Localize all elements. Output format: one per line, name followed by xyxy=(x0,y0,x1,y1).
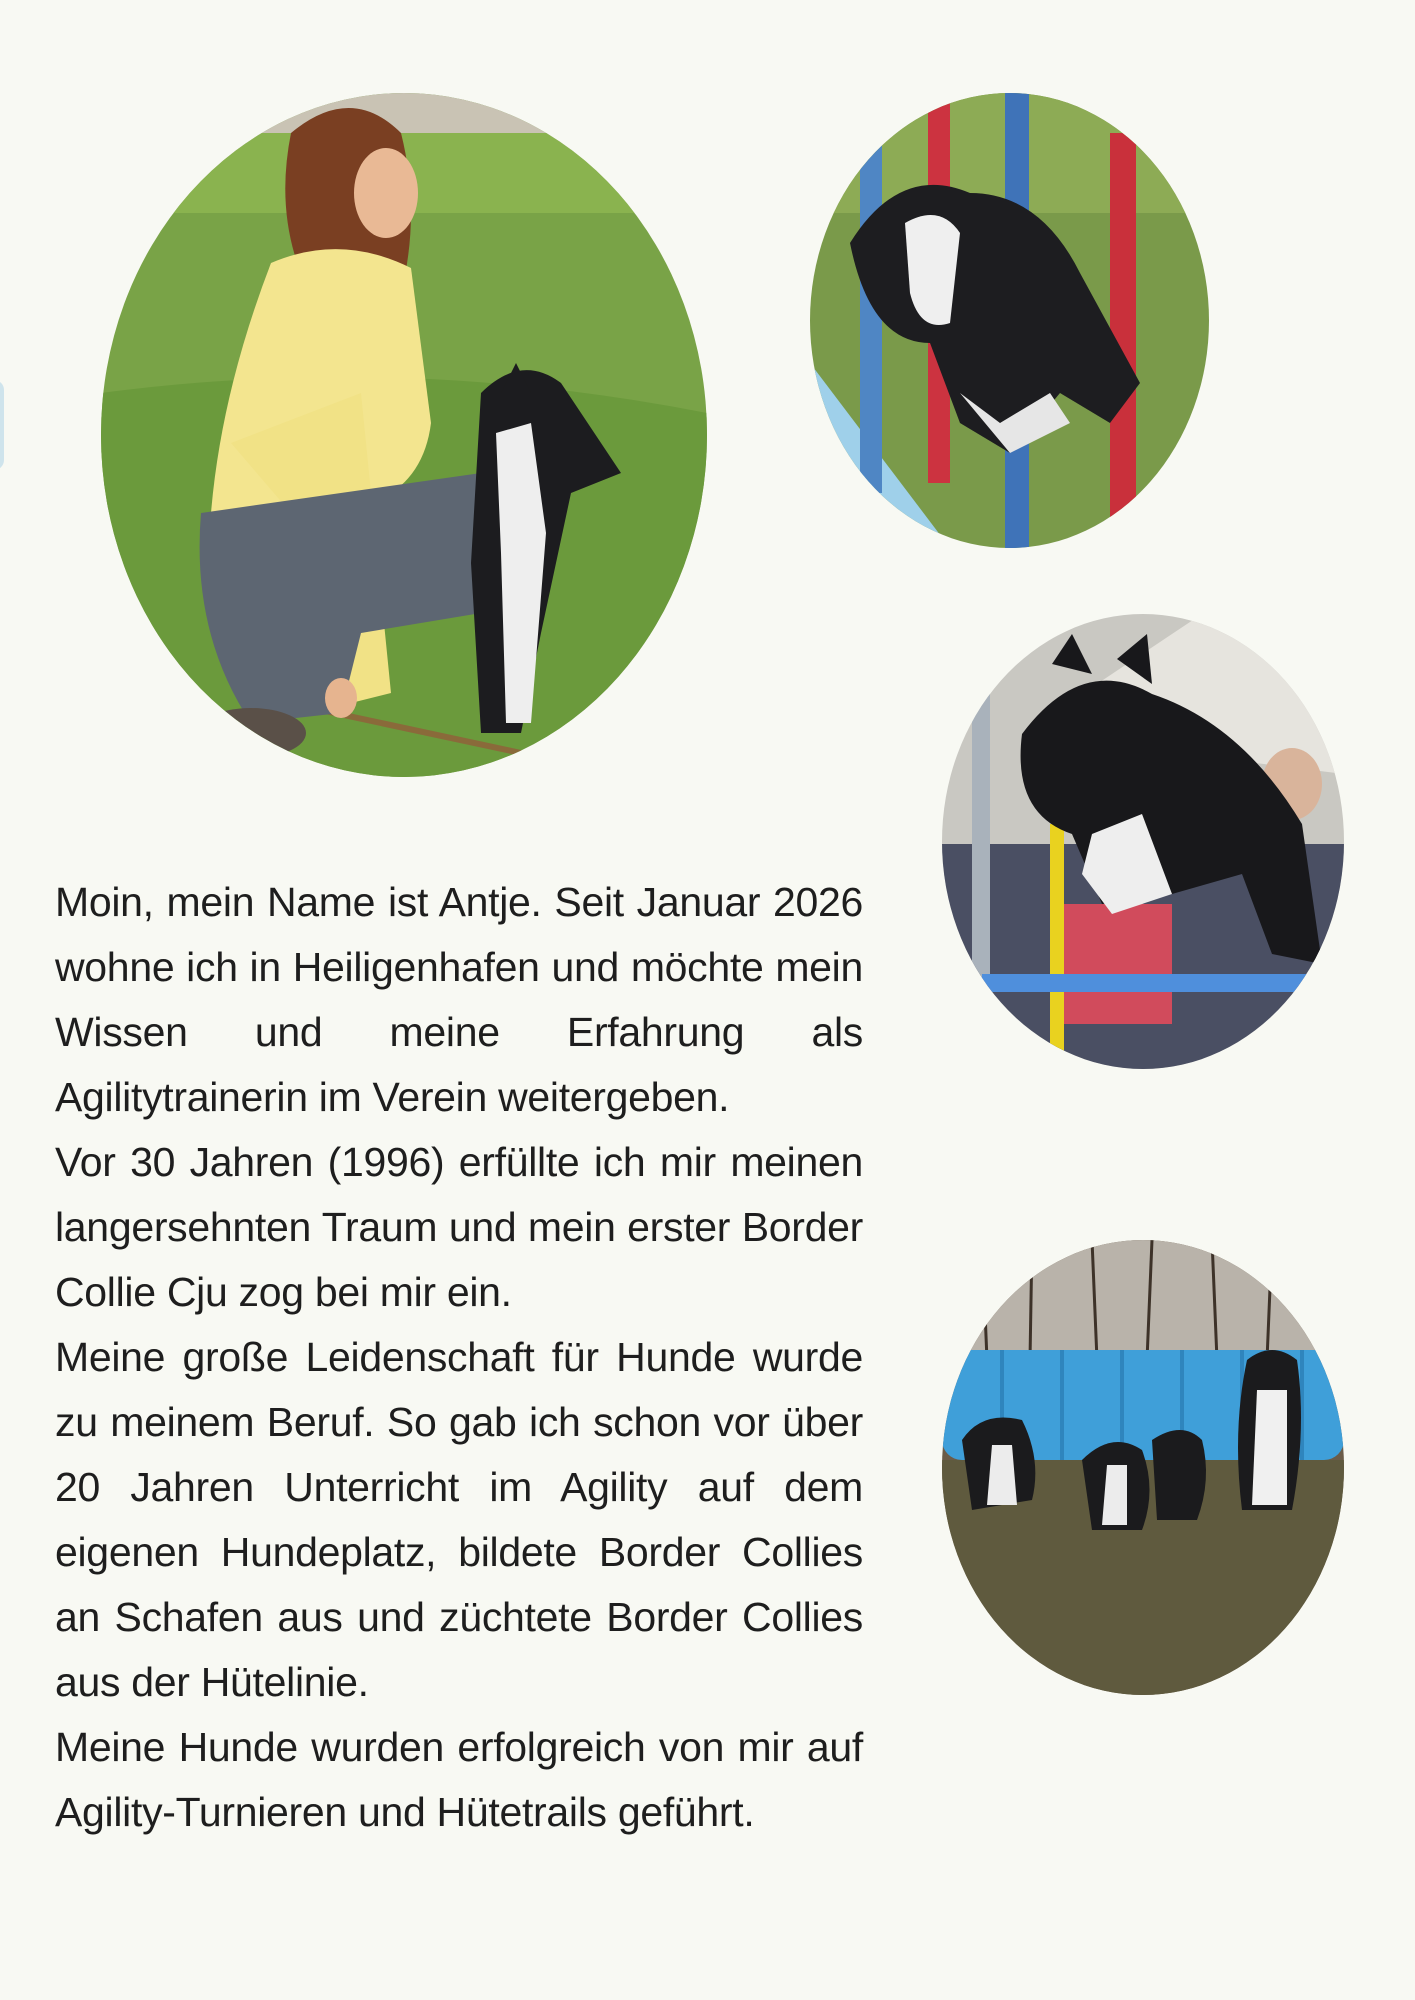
weave-poles-photo xyxy=(810,93,1209,548)
bio-paragraph: Vor 30 Jahren (1996) erfüllte ich mir meinen langersehnten Traum und mein erster Border Collie Cju zog bei mir ein. xyxy=(55,1139,863,1315)
jumping-dog-photo xyxy=(942,614,1344,1069)
bio-paragraph: Meine große Leidenschaft für Hunde wurde zu meinem Beruf. So gab ich schon vor über 20 Jahren Unterricht im Agility auf dem eigenen Hundeplatz, bildete Border Collies an Schafen aus und züchtete Border Collies aus der Hütelinie. xyxy=(55,1334,863,1705)
edge-decoration xyxy=(0,380,4,470)
bio-paragraph: Moin, mein Name ist Antje. Seit Januar 2026 wohne ich in Heiligenhafen und möchte mein Wissen und meine Erfahrung als Agilitytrainerin im Verein weitergeben. xyxy=(55,879,863,1120)
trainer-with-dog-photo xyxy=(101,93,707,777)
dogs-at-tunnel-photo xyxy=(942,1240,1344,1695)
bio-text xyxy=(55,870,863,1845)
bio-paragraph: Meine Hunde wurden erfolgreich von mir auf Agility-Turnieren und Hütetrails geführt. xyxy=(55,1724,863,1835)
